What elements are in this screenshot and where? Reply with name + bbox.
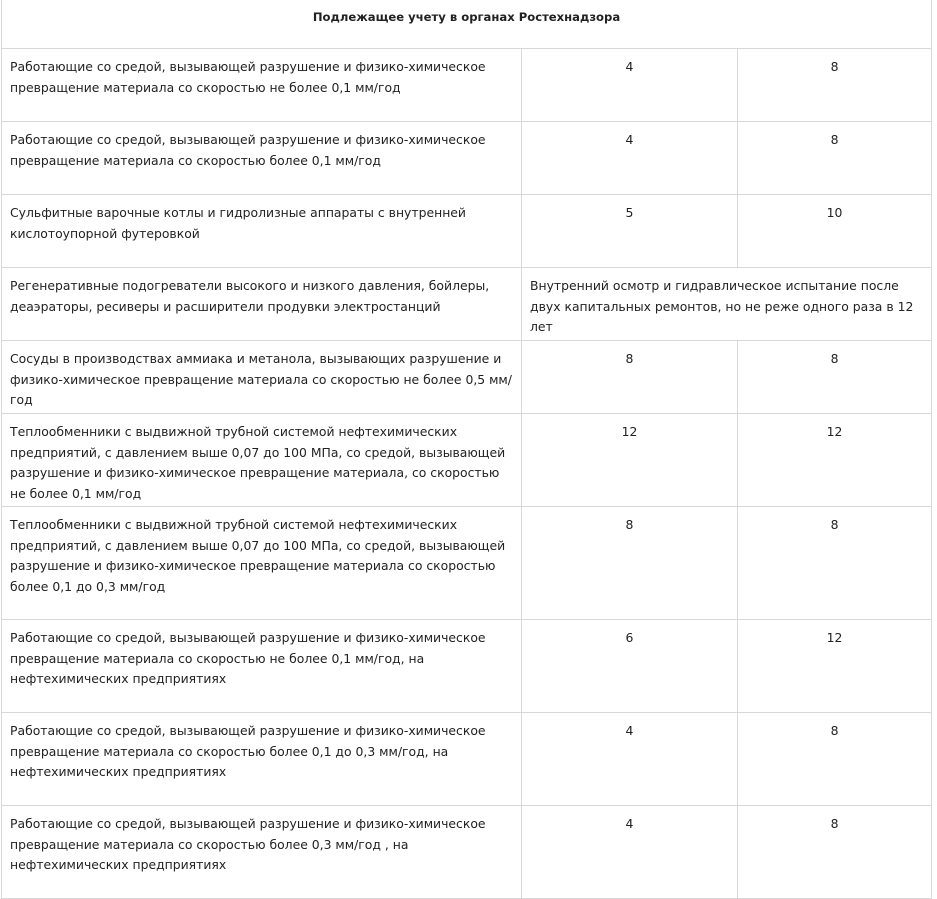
table-row xyxy=(2,49,932,122)
row-description: Сульфитные варочные котлы и гидролизные аппараты с внутренней кислотоупорной футеровкой xyxy=(2,195,522,268)
row-value-col1: 4 xyxy=(522,122,738,195)
row-value-col1: 4 xyxy=(522,49,738,122)
row-description: Работающие со средой, вызывающей разрушение и физико-химическое превращение материала со скоростью не более 0,1 мм/год xyxy=(2,49,522,122)
row-value-col2: 12 xyxy=(738,414,932,507)
table-row xyxy=(2,195,932,268)
row-description: Регенеративные подогреватели высокого и низкого давления, бойлеры, деаэраторы, ресиверы и расширители продувки электростанций xyxy=(2,268,522,341)
row-description: Работающие со средой, вызывающей разрушение и физико-химическое превращение материала со скоростью более 0,1 мм/год xyxy=(2,122,522,195)
table-row xyxy=(2,414,932,507)
row-value-col1: 4 xyxy=(522,713,738,806)
row-value-col2: 12 xyxy=(738,620,932,713)
table-row xyxy=(2,122,932,195)
inspection-interval-table xyxy=(1,0,932,899)
table-row xyxy=(2,713,932,806)
table-row xyxy=(2,507,932,620)
row-value-col1: 12 xyxy=(522,414,738,507)
table-header-title: Подлежащее учету в органах Ростехнадзора xyxy=(2,0,932,49)
row-value-col2: 8 xyxy=(738,341,932,414)
row-value-col2: 8 xyxy=(738,806,932,899)
row-value-col2: 8 xyxy=(738,713,932,806)
row-value-col1: 5 xyxy=(522,195,738,268)
row-description: Работающие со средой, вызывающей разрушение и физико-химическое превращение материала со скоростью не более 0,1 мм/год, на нефтехимических предприятиях xyxy=(2,620,522,713)
row-note: Внутренний осмотр и гидравлическое испытание после двух капитальных ремонтов, но не реже одного раза в 12 лет xyxy=(522,268,932,341)
row-value-col2: 8 xyxy=(738,49,932,122)
table-row xyxy=(2,620,932,713)
row-description: Сосуды в производствах аммиака и метанола, вызывающих разрушение и физико-химическое превращение материала со скоростью не более 0,5 мм/год xyxy=(2,341,522,414)
table-header-row xyxy=(2,0,932,49)
row-value-col2: 8 xyxy=(738,122,932,195)
row-description: Теплообменники с выдвижной трубной системой нефтехимических предприятий, с давлением выше 0,07 до 100 МПа, со средой, вызывающей разрушение и физико-химическое превращение материала, со скоростью не более 0,1 мм/год xyxy=(2,414,522,507)
table-row xyxy=(2,268,932,341)
table-row xyxy=(2,806,932,899)
table-row xyxy=(2,341,932,414)
row-value-col1: 6 xyxy=(522,620,738,713)
row-value-col1: 8 xyxy=(522,341,738,414)
row-description: Теплообменники с выдвижной трубной системой нефтехимических предприятий, с давлением выше 0,07 до 100 МПа, со средой, вызывающей разрушение и физико-химическое превращение материала со скоростью более 0,1 до 0,3 мм/год xyxy=(2,507,522,620)
row-value-col1: 4 xyxy=(522,806,738,899)
row-value-col2: 10 xyxy=(738,195,932,268)
row-description: Работающие со средой, вызывающей разрушение и физико-химическое превращение материала со скоростью более 0,1 до 0,3 мм/год, на нефтехимических предприятиях xyxy=(2,713,522,806)
row-value-col1: 8 xyxy=(522,507,738,620)
row-description: Работающие со средой, вызывающей разрушение и физико-химическое превращение материала со скоростью более 0,3 мм/год , на нефтехимических предприятиях xyxy=(2,806,522,899)
row-value-col2: 8 xyxy=(738,507,932,620)
